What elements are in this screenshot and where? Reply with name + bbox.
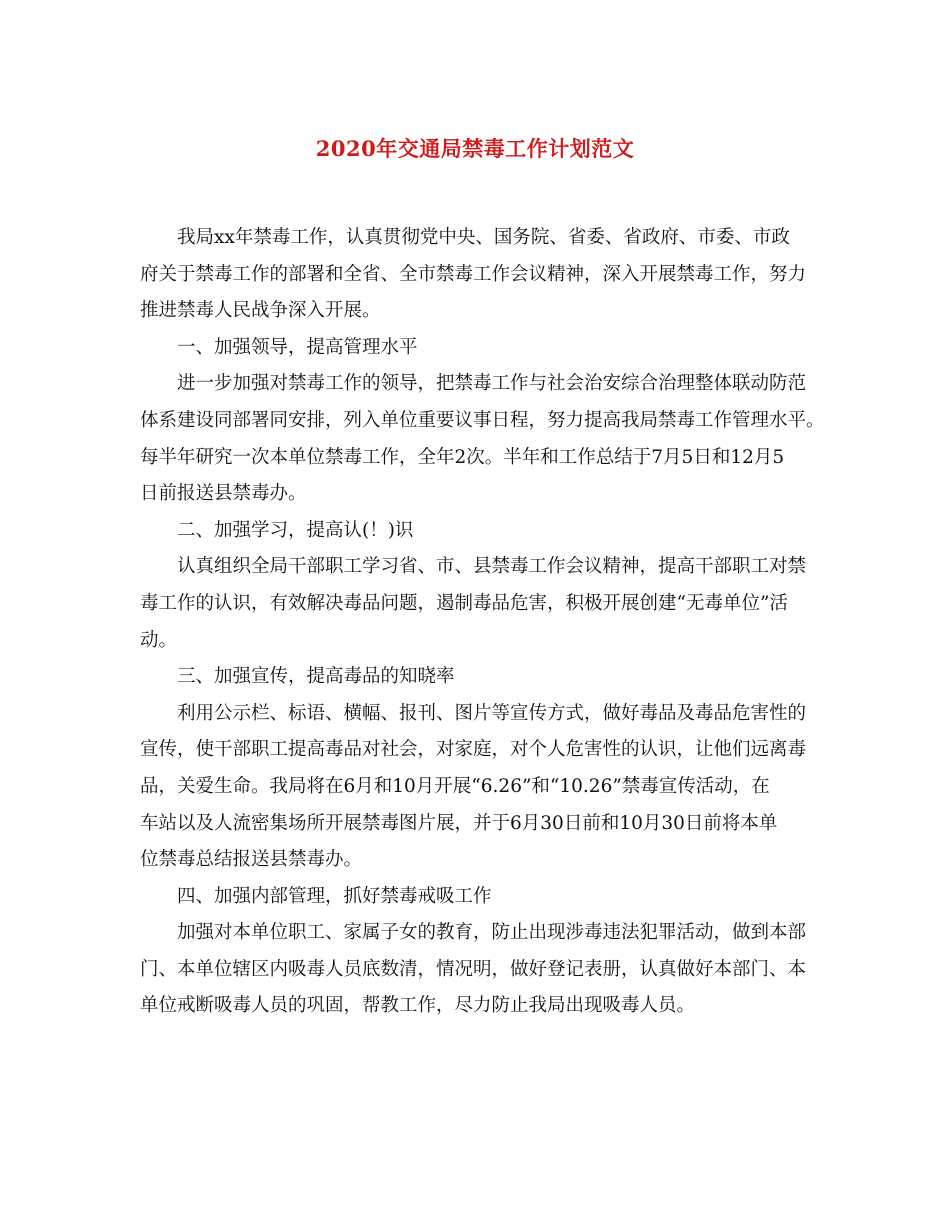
paragraph-line: 位禁毒总结报送县禁毒办。 — [140, 849, 363, 871]
paragraph-line: 推进禁毒人民战争深入开展。 — [140, 300, 381, 322]
paragraph-line: 毒工作的认识，有效解决毒品问题，遏制毒品危害，积极开展创建“无毒单位”活 — [140, 592, 788, 614]
paragraph-line: 体系建设同部署同安排，列入单位重要议事日程，努力提高我局禁毒工作管理水平。 — [140, 409, 825, 431]
paragraph-line: 我局xx年禁毒工作，认真贯彻党中央、国务院、省委、省政府、市委、市政 — [177, 227, 790, 248]
section-heading: 三、加强宣传，提高毒品的知晓率 — [177, 666, 455, 688]
paragraph-line: 进一步加强对禁毒工作的领导，把禁毒工作与社会治安综合治理整体联动防范 — [177, 373, 807, 395]
document-body — [140, 220, 825, 1025]
paragraph-line: 动。 — [140, 629, 178, 651]
section-heading: 二、加强学习，提高认(！)识 — [177, 519, 414, 541]
paragraph-line: 利用公示栏、标语、横幅、报刊、图片等宣传方式，做好毒品及毒品危害性的 — [177, 702, 807, 724]
section-heading: 一、加强领导，提高管理水平 — [177, 336, 418, 358]
paragraph-line: 单位戒断吸毒人员的巩固，帮教工作，尽力防止我局出现吸毒人员。 — [140, 995, 696, 1017]
paragraph-line: 品，关爱生命。我局将在6月和10月开展“6.26”和“10.26”禁毒宣传活动，在 — [140, 775, 770, 797]
paragraph-line: 认真组织全局干部职工学习省、市、县禁毒工作会议精神，提高干部职工对禁 — [177, 556, 807, 578]
paragraph-line: 府关于禁毒工作的部署和全省、全市禁毒工作会议精神，深入开展禁毒工作，努力 — [140, 263, 807, 285]
paragraph-line: 宣传，使干部职工提高毒品对社会，对家庭，对个人危害性的认识，让他们远离毒 — [140, 739, 807, 761]
paragraph-line: 门、本单位辖区内吸毒人员底数清，情况明，做好登记表册，认真做好本部门、本 — [140, 958, 807, 980]
paragraph-line: 加强对本单位职工、家属子女的教育，防止出现涉毒违法犯罪活动，做到本部 — [177, 922, 807, 944]
paragraph-line: 每半年研究一次本单位禁毒工作，全年2次。半年和工作总结于7月5日和12月5 — [140, 446, 785, 468]
paragraph-line: 车站以及人流密集场所开展禁毒图片展，并于6月30日前和10月30日前将本单 — [140, 812, 778, 834]
document-title: 2020年交通局禁毒工作计划范文 — [315, 136, 635, 161]
paragraph-line: 日前报送县禁毒办。 — [140, 483, 307, 505]
section-heading: 四、加强内部管理，抓好禁毒戒吸工作 — [177, 885, 492, 907]
